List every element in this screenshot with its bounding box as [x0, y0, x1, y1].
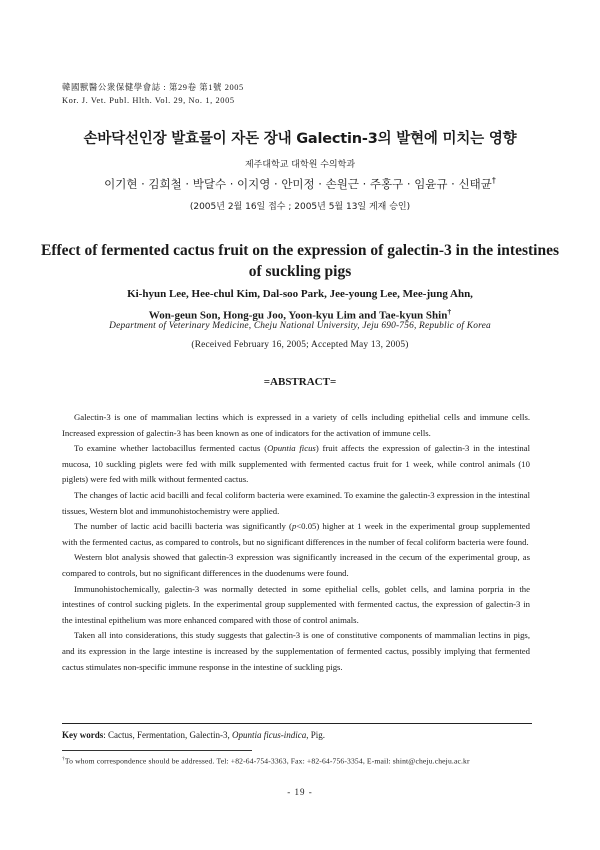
- keywords-end: , Pig.: [306, 730, 325, 740]
- keywords-species: Opuntia ficus-indica: [231, 730, 307, 740]
- english-corresponding-mark: †: [447, 307, 452, 316]
- journal-header: [62, 82, 244, 107]
- keywords-line: [62, 730, 325, 740]
- korean-title: 손바닥선인장 발효물이 자돈 장내 Galectin-3의 발현에 미치는 영향: [83, 131, 517, 147]
- english-received-dates: (Received February 16, 2005; Accepted May 13, 2005): [191, 340, 409, 350]
- english-title: Effect of fermented cactus fruit on the expression of galectin-3 in the intestines of suckling pigs: [40, 242, 559, 280]
- english-authors-line2-text: Won-geun Son, Hong-gu Joo, Yoon-kyu Lim and Tae-kyun Shin: [148, 309, 448, 322]
- keywords-label: Key words: [62, 730, 104, 740]
- footnote-text: To whom correspondence should be addressed. Tel: +82-64-754-3363, Fax: +82-64-756-3354, E-mail: shint@cheju.cheju.ac.kr: [64, 756, 470, 766]
- korean-authors: [0, 176, 600, 192]
- english-authors-line1: Ki-hyun Lee, Hee-chul Kim, Dal-soo Park, Jee-young Lee, Mee-jung Ahn,: [127, 288, 473, 300]
- abstract-paragraph-6: Immunohistochemically, galectin-3 was normally detected in some epithelial cells, goblet cells, and lamina porpria in the intestines of control sucking piglets. In the experimental group supplemented with fermented cactus, the expression of galectin-3 in the intestinal epithelium was more enhanced compared with those of control animals.: [62, 583, 530, 625]
- abstract-paragraph-4: [62, 519, 530, 550]
- page-number: - 19 -: [287, 787, 313, 797]
- abstract-heading: =ABSTRACT=: [263, 376, 337, 388]
- footnote-divider: [62, 750, 252, 751]
- footnote-mark: †: [62, 756, 65, 762]
- keywords-text: : Cactus, Fermentation, Galectin-3,: [103, 730, 232, 740]
- abstract-p4-text: The number of lactic acid bacilli bacteria was significantly (: [74, 521, 292, 532]
- journal-citation-korean: 韓國獸醫公衆保健學會誌 : 第29卷 第1號 2005: [62, 83, 244, 92]
- korean-author-list: 이기현 · 김희철 · 박달수 · 이지영 · 안미정 · 손원근 · 주홍구 · 임윤규 · 신태균: [104, 177, 492, 191]
- abstract-paragraph-5: Western blot analysis showed that galectin-3 expression was significantly increased in the cecum of the experimental group, as compared to controls, but no significant differences in the duodenums were found.: [62, 552, 530, 578]
- korean-corresponding-mark: †: [491, 176, 496, 186]
- abstract-body: [62, 410, 530, 675]
- abstract-p4-stat: p: [291, 521, 297, 532]
- english-authors: [0, 285, 600, 325]
- abstract-paragraph-2: [62, 441, 530, 488]
- keywords-divider: [62, 723, 532, 724]
- footnote: [62, 756, 534, 766]
- abstract-paragraph-3: The changes of lactic acid bacilli and fecal coliform bacteria were examined. To examine the galectin-3 expression in the intestinal tissues, Western blot and immunohistochemistry were applied.: [62, 489, 530, 516]
- abstract-paragraph-1: Galectin-3 is one of mammalian lectins which is expressed in a variety of cells including epithelial cells and immune cells. Increased expression of galectin-3 has been known as one of indicators for the activation of immune cells.: [62, 412, 530, 438]
- abstract-p2-species: Opuntia ficus: [267, 443, 316, 454]
- abstract-p2-text-cont: ) fruit affects the expression of galectin-3 in the intestinal mucosa, 10 suckling piglets were fed with milk supplemented with fermented cactus fruit for 1 week, while control animals (10 piglets) were fed with milk without fermented cactus.: [62, 443, 530, 485]
- journal-citation-english: Kor. J. Vet. Publ. Hlth. Vol. 29, No. 1, 2005: [62, 95, 235, 105]
- korean-dates: (2005년 2월 16일 접수 ; 2005년 5월 13일 게재 승인): [189, 202, 411, 212]
- korean-affiliation: 제주대학교 대학원 수의학과: [244, 160, 356, 170]
- abstract-p4-text-cont: <0.05) higher at 1 week in the experimental group supplemented with the fermented cactus, as compared to controls, but no significant differences in the number of fecal coliform bacteria were found.: [62, 521, 530, 547]
- english-department: Department of Veterinary Medicine, Cheju National University, Jeju 690-756, Republic of Korea: [109, 321, 491, 331]
- abstract-p2-text: To examine whether lactobacillus fermented cactus (: [74, 443, 268, 454]
- abstract-paragraph-7: Taken all into considerations, this study suggests that galectin-3 is one of constitutive components of mammalian lectins in pigs, and its expression in the large intestine is increased by the supplementation of fermented cactus, possibly implying that fermented cactus stimulates non-specific immune response in the intestine of suckling pigs.: [62, 630, 530, 672]
